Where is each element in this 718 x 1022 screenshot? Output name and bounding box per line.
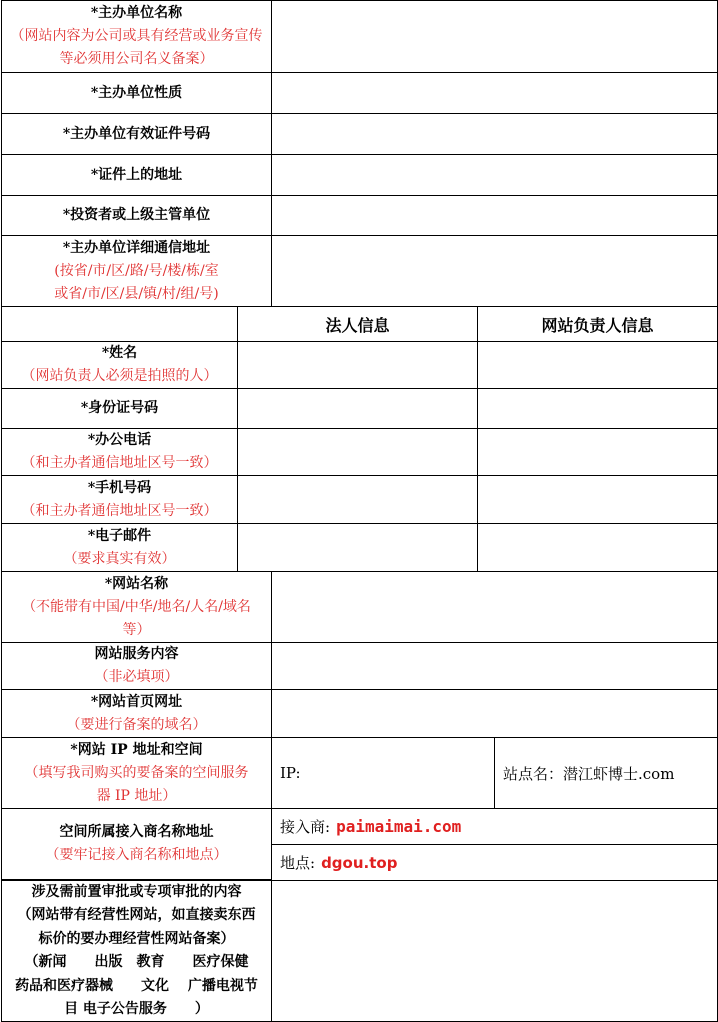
site-label-field[interactable] xyxy=(494,737,718,809)
email-label: *电子邮件 xyxy=(87,527,152,544)
host-name-label: *主办单位名称 xyxy=(90,5,183,21)
name-note: （网站负责人必须是拍照的人） xyxy=(21,368,218,384)
approval-field[interactable] xyxy=(271,880,718,1022)
site-name-note: （不能带有中国/中华/地名/人名/域名 xyxy=(22,598,251,615)
owner-name-field[interactable] xyxy=(477,341,718,389)
cert-address-label: *证件上的地址 xyxy=(90,166,183,183)
host-nature-label-cell xyxy=(1,72,272,114)
host-nature-label: *主办单位性质 xyxy=(90,84,183,101)
site-label-text: 站点名：潜江虾博士.com xyxy=(503,764,675,783)
mail-address-note: (按省/市/区/路/号/楼/栋/室 xyxy=(54,262,219,279)
site-name-label: *网站名称 xyxy=(104,575,169,592)
service-field[interactable] xyxy=(271,642,718,690)
host-nature-field[interactable] xyxy=(271,72,718,114)
mail-address-note-2: 或省/市/区/县/镇/村/组/号) xyxy=(54,285,219,302)
legal-name-field[interactable] xyxy=(237,341,478,389)
access-provider-value: paimaimai.com xyxy=(336,817,462,836)
site-name-label-cell xyxy=(1,571,272,643)
homepage-field[interactable] xyxy=(271,689,718,738)
legal-info-header-cell xyxy=(237,306,478,342)
host-name-field[interactable] xyxy=(271,0,718,73)
mobile-note: （和主办者通信地址区号一致） xyxy=(21,502,218,519)
email-note: （要求真实有效） xyxy=(63,550,176,567)
host-cert-field[interactable] xyxy=(271,113,718,155)
legal-office-phone-field[interactable] xyxy=(237,428,478,476)
investor-label-cell xyxy=(1,195,272,236)
provider-label: 空间所属接入商名称地址 xyxy=(59,824,214,840)
ip-space-label: *网站 IP 地址和空间 xyxy=(70,741,203,758)
site-name-field[interactable] xyxy=(271,571,718,643)
host-name-note: （网站内容为公司或具有经营或业务宣传 xyxy=(10,28,263,44)
owner-id-field[interactable] xyxy=(477,388,718,429)
legal-email-field[interactable] xyxy=(237,523,478,572)
legal-mobile-field[interactable] xyxy=(237,475,478,524)
host-cert-label: *主办单位有效证件号码 xyxy=(62,125,211,142)
name-label-cell xyxy=(1,341,238,389)
owner-mobile-field[interactable] xyxy=(477,475,718,524)
office-phone-label-cell xyxy=(1,428,238,476)
provider-note: （要牢记接入商名称和地点） xyxy=(45,847,228,863)
location-field[interactable] xyxy=(271,844,718,881)
name-label: *姓名 xyxy=(101,345,138,361)
ip-label: IP: xyxy=(280,764,301,782)
owner-email-field[interactable] xyxy=(477,523,718,572)
ip-space-label-cell xyxy=(1,737,272,809)
approval-line-3: 标价的要办理经营性网站备案） xyxy=(38,930,235,947)
access-provider-field[interactable] xyxy=(271,808,718,845)
ip-space-note: （填写我司购买的要备案的空间服务 xyxy=(24,764,249,781)
service-note: （非必填项） xyxy=(94,669,179,685)
investor-field[interactable] xyxy=(271,195,718,236)
homepage-note: （要进行备案的域名） xyxy=(66,716,207,733)
homepage-label-cell xyxy=(1,689,272,738)
approval-line-1: 涉及需前置审批或专项审批的内容 xyxy=(31,883,242,900)
info-header-blank xyxy=(1,306,238,342)
provider-label-cell xyxy=(1,808,272,880)
mobile-label: *手机号码 xyxy=(87,479,152,496)
service-label-cell xyxy=(1,642,272,690)
email-label-cell xyxy=(1,523,238,572)
office-phone-label: *办公电话 xyxy=(87,432,152,448)
approval-line-5: 药品和医疗器械 文化 广播电视节 xyxy=(15,977,258,994)
legal-info-header: 法人信息 xyxy=(325,315,390,335)
office-phone-note: （和主办者通信地址区号一致） xyxy=(21,455,218,471)
owner-office-phone-field[interactable] xyxy=(477,428,718,476)
location-value: dgou.top xyxy=(321,853,398,872)
host-cert-label-cell xyxy=(1,113,272,155)
ip-field[interactable] xyxy=(271,737,495,809)
cert-address-label-cell xyxy=(1,154,272,196)
mail-address-label: *主办单位详细通信地址 xyxy=(62,239,211,256)
site-owner-header-cell xyxy=(477,306,718,342)
site-name-note-2: 等） xyxy=(122,621,151,638)
mobile-label-cell xyxy=(1,475,238,524)
cert-address-field[interactable] xyxy=(271,154,718,196)
host-name-label-cell xyxy=(1,0,272,73)
host-name-note-2: 等必须用公司名义备案） xyxy=(59,51,214,67)
id-number-label: *身份证号码 xyxy=(80,400,159,416)
approval-line-4: （新闻 出版 教育 医疗保健 xyxy=(24,954,249,970)
service-label: 网站服务内容 xyxy=(94,646,179,662)
ip-space-note-2: 器 IP 地址） xyxy=(96,787,177,804)
access-provider-label: 接入商: xyxy=(280,818,331,836)
site-owner-header: 网站负责人信息 xyxy=(541,315,654,335)
approval-line-2: （网站带有经营性网站，如直接卖东西 xyxy=(17,907,256,923)
homepage-label: *网站首页网址 xyxy=(90,693,183,710)
investor-label: *投资者或上级主管单位 xyxy=(62,207,211,223)
approval-line-6: 目 电子公告服务 ） xyxy=(64,1001,209,1017)
id-number-label-cell xyxy=(1,388,238,429)
legal-id-field[interactable] xyxy=(237,388,478,429)
location-label: 地点: xyxy=(280,854,316,872)
mail-address-field[interactable] xyxy=(271,235,718,307)
mail-address-label-cell xyxy=(1,235,272,307)
approval-label-cell xyxy=(1,880,272,1022)
